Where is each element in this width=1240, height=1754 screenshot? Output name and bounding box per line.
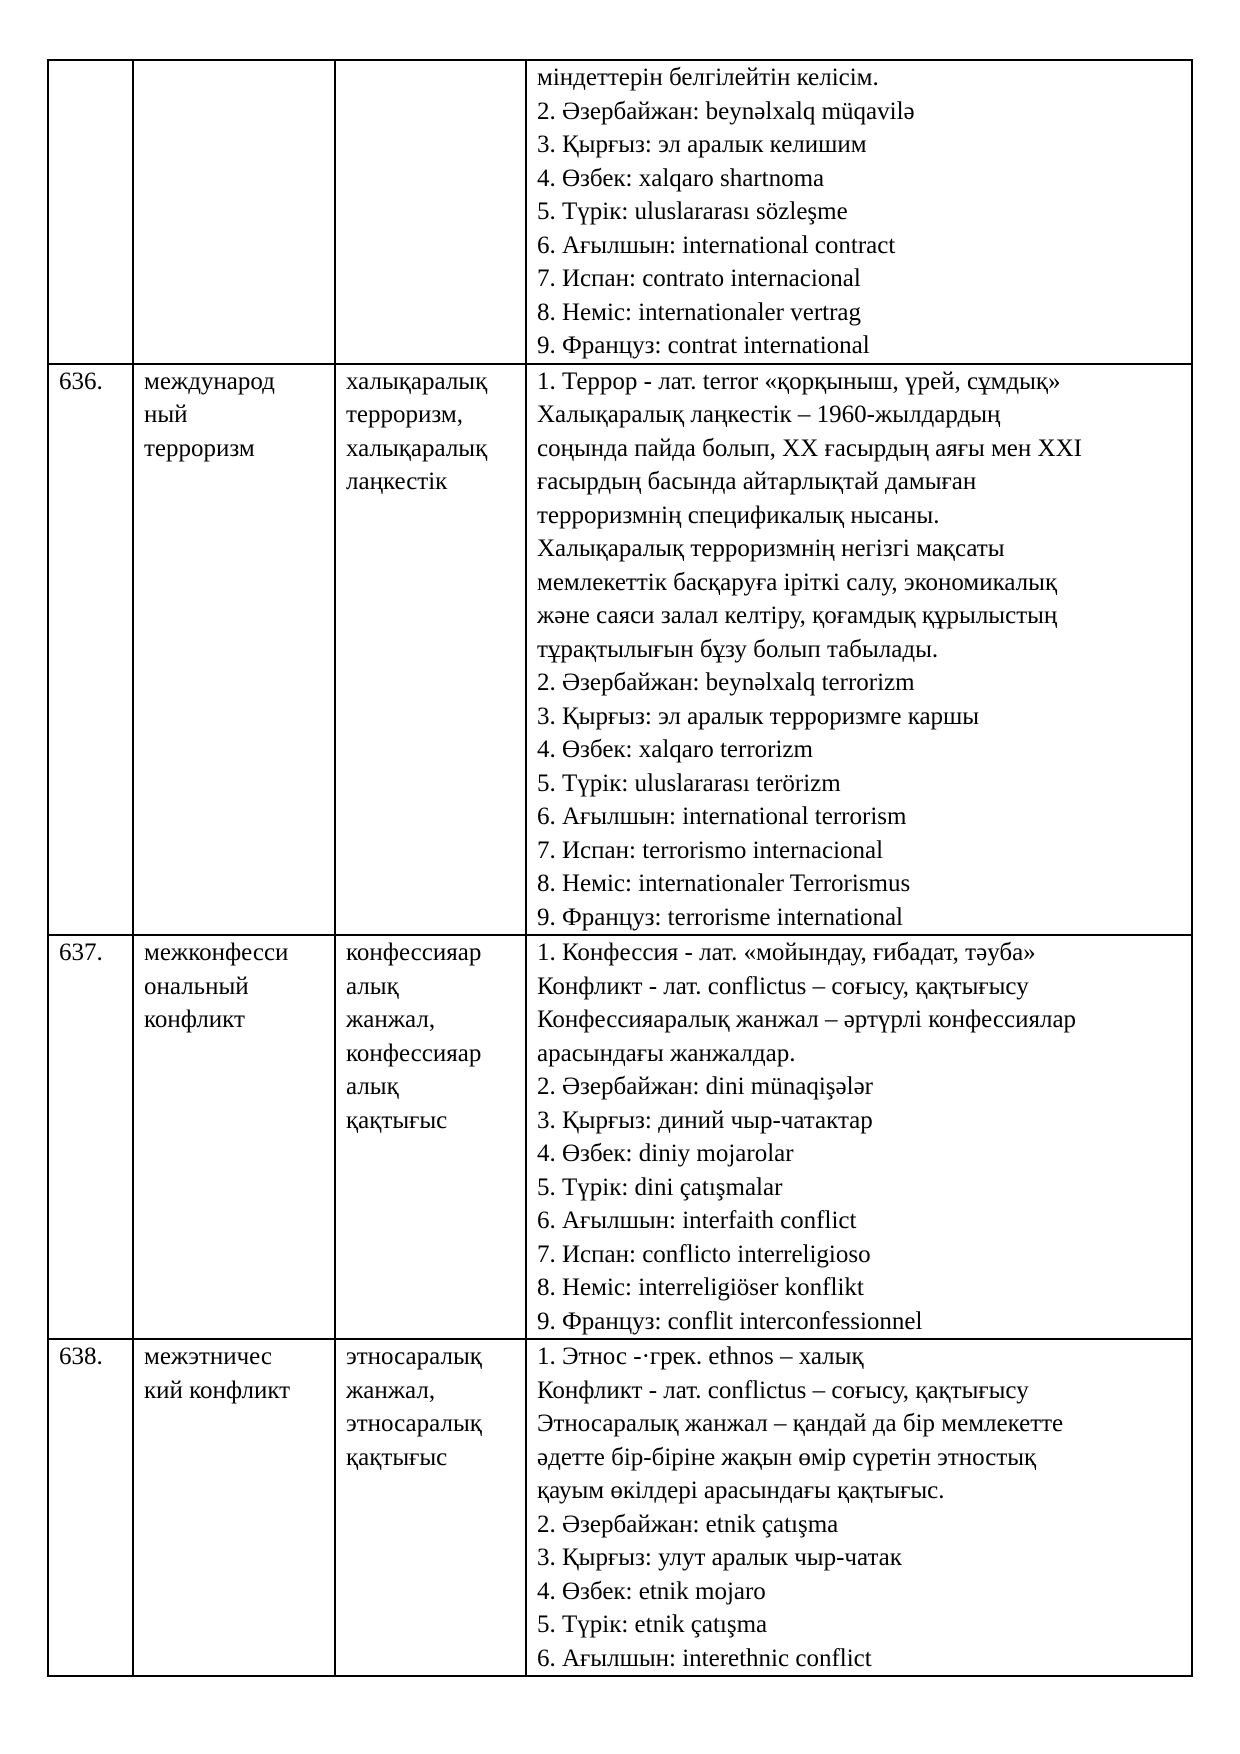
definition-line: Халықаралық терроризмнің негізгі мақсаты: [537, 535, 1005, 562]
definition-cell: [526, 60, 1192, 364]
table-row: [48, 1339, 1192, 1676]
definition-line: Этносаралық жанжал – қандай да бір мемлекетте: [537, 1410, 1064, 1437]
definition-line: 8. Неміс: internationaler vertrag: [537, 298, 862, 326]
kazakh-term-line: алық: [346, 1073, 399, 1100]
definition-cell: [526, 935, 1192, 1339]
kazakh-term-line: халықаралық: [346, 367, 488, 395]
glossary-table: [47, 59, 1193, 1677]
definition-line: 2. Әзербайжан: etnik çatışma: [537, 1510, 839, 1538]
definition-line: 5. Түрік: dini çatışmalar: [537, 1173, 783, 1201]
entry-number-cell: [48, 935, 133, 1339]
kazakh-term-cell: [335, 1339, 526, 1676]
definition-line: 1. Террор - лат. terror «қорқыныш, үрей, сұмдық»: [537, 367, 1061, 395]
definition-line: 9. Француз: conflit interconfessionnel: [537, 1307, 923, 1335]
entry-number-cell: [48, 1339, 133, 1676]
russian-term-line: ный: [144, 401, 188, 428]
definition-line: 9. Француз: terrorisme international: [537, 903, 904, 931]
definition-line: 4. Өзбек: diniy mojarolar: [537, 1140, 794, 1167]
kazakh-term-line: конфессияар: [346, 1039, 482, 1067]
definition-line: 4. Өзбек: xalqaro terrorizm: [537, 736, 813, 763]
definition-line: 7. Испан: contrato internacional: [537, 265, 861, 292]
definition-line: 8. Неміс: interreligiöser konflikt: [537, 1274, 864, 1301]
kazakh-term-line: қақтығыс: [346, 1106, 448, 1134]
entry-number: 636.: [59, 367, 103, 395]
definition-line: 6. Ағылшын: international contract: [537, 231, 896, 259]
kazakh-term-line: этносаралық: [346, 1343, 482, 1370]
definition-line: 2. Әзербайжан: beynəlxalq müqavilə: [537, 97, 915, 125]
russian-term-line: международ: [144, 367, 275, 395]
kazakh-term-cell: [335, 364, 526, 936]
russian-term-line: кий конфликт: [144, 1376, 291, 1404]
table-row: [48, 364, 1192, 936]
kazakh-term-line: терроризм,: [346, 401, 463, 428]
definition-line: Конфликт - лат. conflictus – соғысу, қақтығысу: [537, 972, 1029, 1000]
definition-line: ғасырдың басында айтарлықтай дамыған: [537, 468, 977, 495]
kazakh-term-line: жанжал,: [346, 1376, 436, 1404]
definition-line: Халықаралық лаңкестік – 1960-жылдардың: [537, 401, 1001, 428]
definition-line: 3. Қырғыз: эл аралык келишим: [537, 131, 867, 158]
definition-line: 7. Испан: terrorismo internacional: [537, 836, 884, 864]
definition-cell: [526, 1339, 1192, 1676]
entry-number: 637.: [59, 939, 103, 966]
definition-line: мемлекеттік басқаруға іріткі салу, экономикалық: [537, 568, 1058, 596]
kazakh-term-line: лаңкестік: [346, 468, 448, 495]
definition-line: 9. Француз: contrat international: [537, 332, 870, 359]
definition-line: 8. Неміс: internationaler Terrorismus: [537, 870, 911, 897]
definition-line: тұрақтылығын бұзу болып табылады.: [537, 635, 939, 663]
definition-line: 2. Әзербайжан: dini münaqişələr: [537, 1073, 873, 1100]
definition-cell: [526, 364, 1192, 936]
definition-line: әдетте бір-біріне жақын өмір сүретін этностық: [537, 1443, 1037, 1471]
kazakh-term-line: этносаралық: [346, 1410, 482, 1437]
russian-term-line: межконфесси: [144, 939, 289, 966]
russian-term-cell: [133, 1339, 335, 1676]
russian-term-line: ональный: [144, 972, 249, 1000]
table-row: [48, 60, 1192, 364]
definition-line: 4. Өзбек: xalqaro shartnoma: [537, 164, 825, 192]
definition-line: 1. Конфессия - лат. «мойындау, ғибадат, тәуба»: [537, 939, 1036, 966]
definition-line: 4. Өзбек: etnik mojaro: [537, 1577, 766, 1605]
definition-line: 5. Түрік: uluslararası terörizm: [537, 769, 841, 797]
definition-line: Конфессияаралық жанжал – әртүрлі конфессиялар: [537, 1006, 1077, 1033]
russian-term-cell: [133, 60, 335, 364]
definition-line: 6. Ағылшын: interfaith conflict: [537, 1207, 857, 1234]
definition-line: 3. Қырғыз: эл аралык терроризмге каршы: [537, 702, 980, 730]
definition-line: 2. Әзербайжан: beynəlxalq terrorizm: [537, 669, 915, 696]
definition-line: арасындағы жанжалдар.: [537, 1039, 796, 1067]
definition-line: 7. Испан: conflicto interreligioso: [537, 1240, 871, 1268]
russian-term-line: конфликт: [144, 1006, 245, 1033]
definition-line: Конфликт - лат. conflictus – соғысу, қақтығысу: [537, 1376, 1029, 1404]
definition-line: 6. Ағылшын: interethnic conflict: [537, 1644, 872, 1672]
russian-term-cell: [133, 364, 335, 936]
definition-line: қауым өкілдері арасындағы қақтығыс.: [537, 1477, 945, 1504]
definition-line: 1. Этнос -·грек. ethnos – халық: [537, 1343, 864, 1370]
definition-line: 3. Қырғыз: диний чыр-чатактар: [537, 1106, 873, 1134]
kazakh-term-cell: [335, 60, 526, 364]
definition-line: 5. Түрік: etnik çatışma: [537, 1611, 768, 1638]
glossary-table-body: [48, 60, 1192, 1676]
entry-number-cell: [48, 364, 133, 936]
definition-line: терроризмнің спецификалық нысаны.: [537, 501, 940, 529]
definition-line: 3. Қырғыз: улут аралык чыр-чатак: [537, 1544, 902, 1571]
kazakh-term-cell: [335, 935, 526, 1339]
definition-line: 5. Түрік: uluslararası sözleşme: [537, 198, 848, 225]
definition-line: соңында пайда болып, XX ғасырдың аяғы мен XXI: [537, 434, 1082, 462]
russian-term-line: терроризм: [144, 434, 255, 462]
kazakh-term-line: алық: [346, 972, 399, 1000]
kazakh-term-line: жанжал,: [346, 1006, 436, 1033]
definition-line: міндеттерін белгілейтін келісім.: [537, 64, 879, 91]
kazakh-term-line: халықаралық: [346, 434, 488, 462]
kazakh-term-line: қақтығыс: [346, 1443, 448, 1471]
russian-term-line: межэтничес: [144, 1343, 272, 1370]
russian-term-cell: [133, 935, 335, 1339]
definition-line: және саяси залал келтіру, қоғамдық құрылыстың: [537, 602, 1058, 629]
entry-number-cell: [48, 60, 133, 364]
kazakh-term-line: конфессияар: [346, 939, 482, 966]
table-row: [48, 935, 1192, 1339]
definition-line: 6. Ағылшын: international terrorism: [537, 803, 907, 830]
entry-number: 638.: [59, 1343, 103, 1370]
